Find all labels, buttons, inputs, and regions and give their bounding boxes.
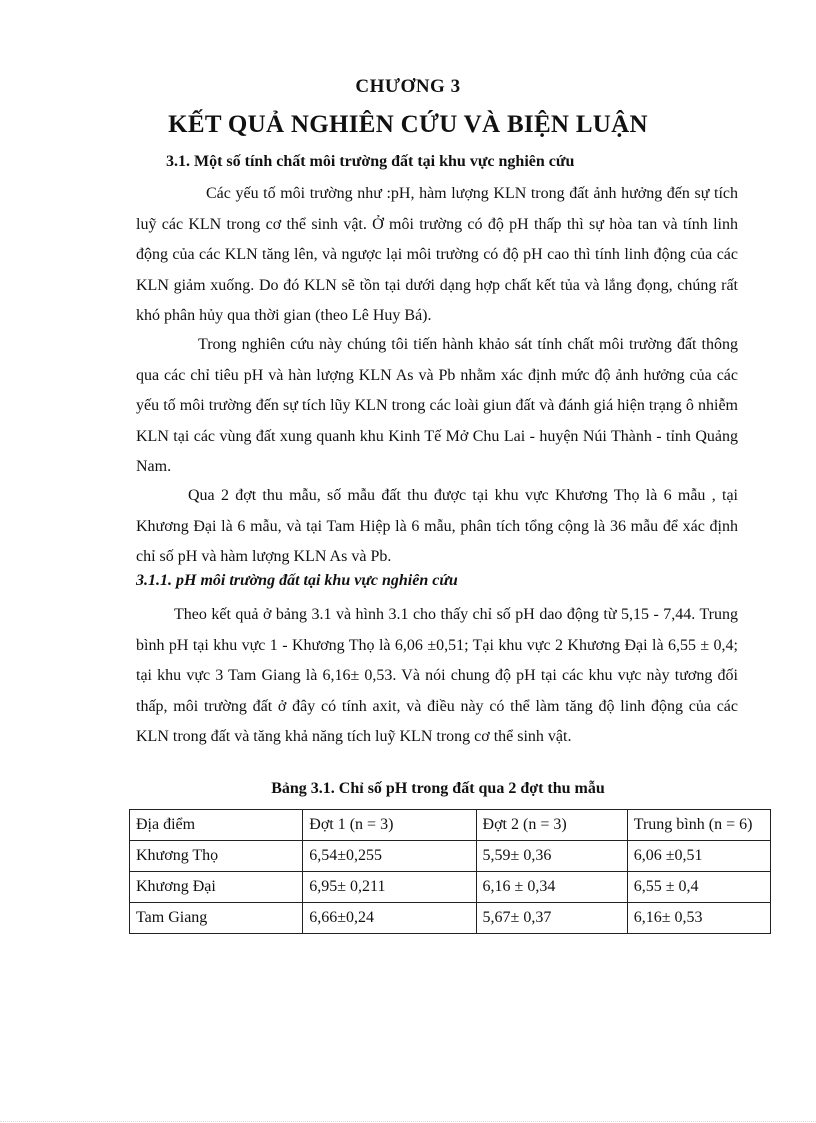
table-cell: Khương Đại	[130, 872, 303, 903]
table-row	[130, 903, 771, 934]
table-cell: 6,16± 0,53	[627, 903, 770, 934]
table-cell: 6,54±0,255	[303, 841, 476, 872]
table-header-cell: Trung bình (n = 6)	[627, 810, 770, 841]
section-heading-3-1-1: 3.1.1. pH môi trường đất tại khu vực nghiên cứu	[136, 572, 458, 589]
table-cell: Khương Thọ	[130, 841, 303, 872]
table-caption: Bảng 3.1. Chỉ số pH trong đất qua 2 đợt thu mẫu	[271, 780, 605, 797]
paragraph-4: Theo kết quả ở bảng 3.1 và hình 3.1 cho thấy chỉ số pH dao động từ 5,15 - 7,44. Trung bình pH tại khu vực 1 - Khương Thọ là 6,06 ±0,51; Tại khu vực 2 Khương Đại là 6,55 ± 0,4; tại khu vực 3 Tam Giang là 6,16± 0,53. Và nói chung độ pH tại các khu vực này tương đối thấp, môi trường đất ở đây có tính axit, và điều này có thể làm tăng độ linh động của các KLN trong đất và tăng khả năng tích luỹ KLN trong cơ thể sinh vật.	[136, 606, 738, 746]
page-bottom-divider	[0, 1121, 816, 1122]
table-cell: 6,66±0,24	[303, 903, 476, 934]
table-cell: 6,16 ± 0,34	[476, 872, 627, 903]
paragraph-2: Trong nghiên cứu này chúng tôi tiến hành khảo sát tính chất môi trường đất thông qua các chỉ tiêu pH và hàn lượng KLN As và Pb nhằm xác định mức độ ảnh hưởng của các yếu tố môi trường đến sự tích lũy KLN trong các loài giun đất và đánh giá hiện trạng ô nhiễm KLN tại các vùng đất xung quanh khu Kinh Tế Mở Chu Lai - huyện Núi Thành - tỉnh Quảng Nam.	[136, 336, 738, 476]
ph-table	[129, 809, 771, 934]
table-cell: 6,95± 0,211	[303, 872, 476, 903]
table-row	[130, 841, 771, 872]
table-header-row	[130, 810, 771, 841]
table-cell: Tam Giang	[130, 903, 303, 934]
table-cell: 5,59± 0,36	[476, 841, 627, 872]
table-header-cell: Đợt 2 (n = 3)	[476, 810, 627, 841]
table-header-cell: Đợt 1 (n = 3)	[303, 810, 476, 841]
paragraph-3: Qua 2 đợt thu mẫu, số mẫu đất thu được tại khu vực Khương Thọ là 6 mẫu , tại Khương Đại là 6 mẫu, và tại Tam Hiệp là 6 mẫu, phân tích tổng cộng là 36 mẫu để xác định chỉ số pH và hàm lượng KLN As và Pb.	[136, 487, 738, 566]
table-cell: 6,06 ±0,51	[627, 841, 770, 872]
paragraph-1: Các yếu tố môi trường như :pH, hàm lượng KLN trong đất ảnh hưởng đến sự tích luỹ các KLN trong cơ thể sinh vật. Ở môi trường có độ pH thấp thì sự hòa tan và tính linh động của các KLN tăng lên, và ngược lại môi trường có độ pH cao thì tính linh động của các KLN giảm xuống. Do đó KLN sẽ tồn tại dưới dạng hợp chất kết tủa và lắng đọng, chúng rất khó phân hủy qua thời gian (theo Lê Huy Bá).	[136, 185, 738, 325]
table-cell: 5,67± 0,37	[476, 903, 627, 934]
chapter-title: KẾT QUẢ NGHIÊN CỨU VÀ BIỆN LUẬN	[168, 111, 648, 138]
table-row	[130, 872, 771, 903]
table-cell: 6,55 ± 0,4	[627, 872, 770, 903]
table-header-cell: Địa điểm	[130, 810, 303, 841]
section-heading-3-1: 3.1. Một số tính chất môi trường đất tại khu vực nghiên cứu	[166, 153, 575, 170]
chapter-label: CHƯƠNG 3	[355, 76, 461, 97]
